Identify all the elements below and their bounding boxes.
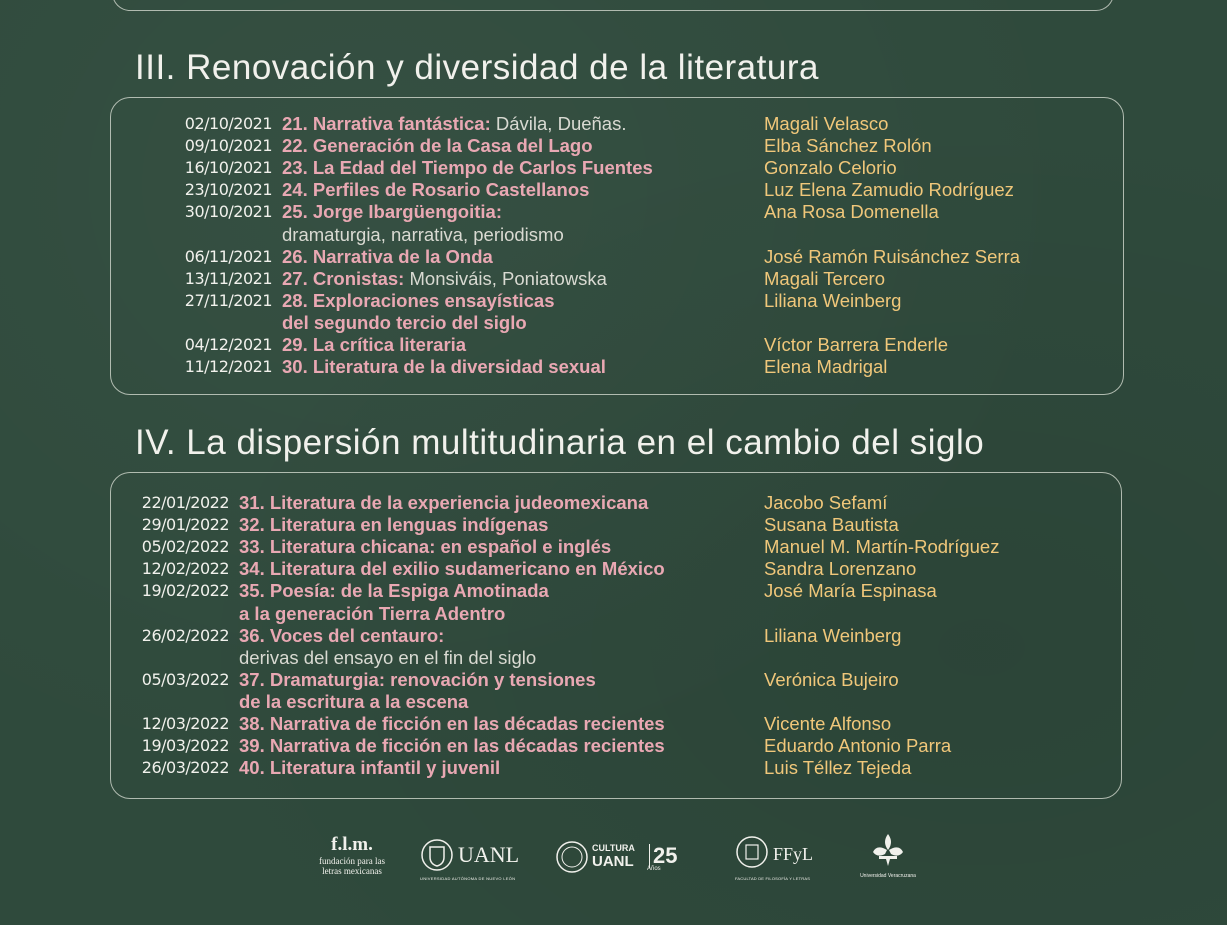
session-date: 12/02/2022 <box>141 559 229 579</box>
session-title: 31. Literatura de la experiencia judeomexicana <box>239 492 649 513</box>
session-title: 33. Literatura chicana: en español e inglés <box>239 536 612 558</box>
session-date: 27/11/2021 <box>184 290 272 310</box>
schedule-row <box>0 201 1227 223</box>
session-speaker: Elena Madrigal <box>764 356 888 378</box>
session-title-line <box>282 268 607 290</box>
session-title: 29. La crítica literaria <box>282 334 467 355</box>
session-date: 19/02/2022 <box>141 581 229 601</box>
session-title: 39. Narrativa de ficción en las décadas recientes <box>239 735 665 757</box>
session-title-continuation: derivas del ensayo en el fin del siglo <box>239 646 537 668</box>
session-speaker: Sandra Lorenzano <box>764 558 917 580</box>
uanl-shield-icon <box>420 838 454 872</box>
session-title-line <box>282 157 653 179</box>
session-date: 26/03/2022 <box>141 758 229 778</box>
session-speaker: Manuel M. Martín-Rodríguez <box>764 536 1000 558</box>
session-speaker: Luz Elena Zamudio Rodríguez <box>764 179 1014 201</box>
session-speaker: Jacobo Sefamí <box>764 492 888 513</box>
sponsor-logos: f.l.m. fundación para las letras mexicanas UANL UNIVERSIDAD AUTÓNOMA DE NUEVO LEÓN CULTURA UANL 25 Años FFyL FACULTAD DE FILOSOFÍA Y LETRAS Universidad Veracruzana <box>0 828 1227 898</box>
session-date: 19/03/2022 <box>141 736 229 756</box>
schedule-row <box>0 356 1227 378</box>
session-title-line <box>239 757 500 779</box>
session-title-line <box>239 492 648 514</box>
session-speaker: Liliana Weinberg <box>764 289 902 311</box>
session-speaker: Verónica Bujeiro <box>764 668 899 690</box>
schedule-row <box>0 580 1227 602</box>
session-date: 29/01/2022 <box>141 515 229 535</box>
session-title: 34. Literatura del exilio sudamericano en México <box>239 558 665 580</box>
session-date: 16/10/2021 <box>184 158 272 178</box>
session-title: 36. Voces del centauro: <box>239 624 445 646</box>
session-title-line <box>239 713 665 735</box>
session-date: 06/11/2021 <box>184 246 272 266</box>
section-title-iv: IV. La dispersión multitudinaria en el cambio del siglo <box>135 423 985 462</box>
session-title-line <box>282 135 593 157</box>
session-title-line <box>239 625 444 647</box>
schedule-row <box>0 113 1227 135</box>
session-title-line <box>282 356 606 378</box>
session-title-continuation: de la escritura a la escena <box>239 690 469 712</box>
session-speaker: Eduardo Antonio Parra <box>764 735 952 757</box>
schedule-row <box>0 691 1227 713</box>
schedule-row <box>0 492 1227 514</box>
previous-section-frame <box>112 0 1114 11</box>
session-speaker: Magali Tercero <box>764 267 885 289</box>
schedule-row <box>0 224 1227 246</box>
session-title-continuation: dramaturgia, narrativa, periodismo <box>282 223 564 245</box>
session-speaker: Víctor Barrera Enderle <box>764 334 949 355</box>
session-title: 27. Cronistas: <box>282 267 405 289</box>
session-title-line <box>239 735 665 757</box>
schedule-row <box>0 669 1227 691</box>
schedule-row <box>0 135 1227 157</box>
session-title: 37. Dramaturgia: renovación y tensiones <box>239 668 596 690</box>
session-title: 25. Jorge Ibargüengoitia: <box>282 201 502 223</box>
schedule-row <box>0 757 1227 779</box>
session-title-line <box>239 514 548 536</box>
session-title-line <box>239 536 611 558</box>
session-title-line <box>239 558 665 580</box>
session-title: 38. Narrativa de ficción en las décadas recientes <box>239 713 665 734</box>
session-title: 28. Exploraciones ensayísticas <box>282 289 555 311</box>
session-speaker: José Ramón Ruisánchez Serra <box>764 245 1021 267</box>
session-title: 40. Literatura infantil y juvenil <box>239 757 501 779</box>
session-date: 11/12/2021 <box>184 357 272 377</box>
session-date: 22/01/2022 <box>141 493 229 512</box>
schedule-row <box>0 558 1227 580</box>
session-date: 05/02/2022 <box>141 537 229 557</box>
schedule-row <box>0 157 1227 179</box>
uv-logo: Universidad Veracruzana <box>855 832 921 879</box>
section-title-iii: III. Renovación y diversidad de la literatura <box>135 48 819 87</box>
session-title-line <box>282 113 626 135</box>
schedule-row <box>0 647 1227 669</box>
flm-logo: f.l.m. fundación para las letras mexicanas <box>319 834 385 876</box>
session-authors: Dávila, Dueñas. <box>490 113 627 134</box>
session-date: 23/10/2021 <box>184 180 272 200</box>
session-speaker: Liliana Weinberg <box>764 624 902 646</box>
session-title: 21. Narrativa fantástica: <box>282 113 491 134</box>
schedule-row <box>0 312 1227 334</box>
session-title: 32. Literatura en lenguas indígenas <box>239 514 549 536</box>
session-title-line <box>239 669 596 691</box>
session-speaker: José María Espinasa <box>764 580 937 602</box>
session-title-line <box>282 179 589 201</box>
session-title: 30. Literatura de la diversidad sexual <box>282 356 606 378</box>
session-title-line <box>282 290 555 312</box>
session-date: 26/02/2022 <box>141 625 229 645</box>
session-authors: Monsiváis, Poniatowska <box>404 267 607 289</box>
schedule-row <box>0 246 1227 268</box>
session-title-continuation: a la generación Tierra Adentro <box>239 602 506 624</box>
session-date: 09/10/2021 <box>184 136 272 156</box>
session-title: 24. Perfiles de Rosario Castellanos <box>282 179 590 201</box>
session-title: 26. Narrativa de la Onda <box>282 245 493 267</box>
schedule-row <box>0 514 1227 536</box>
session-title-line <box>239 580 549 602</box>
session-title: 35. Poesía: de la Espiga Amotinada <box>239 580 549 602</box>
schedule-row <box>0 536 1227 558</box>
session-title-line <box>282 246 493 268</box>
session-date: 04/12/2021 <box>184 335 272 354</box>
session-speaker: Luis Téllez Tejeda <box>764 757 912 779</box>
ffyl-crest-icon <box>735 834 769 870</box>
session-speaker: Vicente Alfonso <box>764 713 892 734</box>
schedule-row <box>0 334 1227 356</box>
schedule-row <box>0 625 1227 647</box>
cultura-seal-icon <box>555 840 589 874</box>
session-title-line <box>282 334 466 356</box>
session-speaker: Susana Bautista <box>764 514 899 536</box>
session-date: 13/11/2021 <box>184 268 272 288</box>
session-speaker: Elba Sánchez Rolón <box>764 135 932 157</box>
cultura-divider <box>649 844 650 868</box>
schedule-row <box>0 290 1227 312</box>
session-date: 30/10/2021 <box>184 202 272 222</box>
session-speaker: Gonzalo Celorio <box>764 157 897 179</box>
session-title: 22. Generación de la Casa del Lago <box>282 135 593 157</box>
session-title-line <box>282 201 502 223</box>
session-title-continuation: del segundo tercio del siglo <box>282 311 527 333</box>
session-date: 05/03/2022 <box>141 669 229 689</box>
schedule-row <box>0 179 1227 201</box>
schedule-row <box>0 603 1227 625</box>
session-date: 02/10/2021 <box>184 114 272 133</box>
session-title: 23. La Edad del Tiempo de Carlos Fuentes <box>282 157 653 179</box>
session-date: 12/03/2022 <box>141 714 229 733</box>
schedule-row <box>0 735 1227 757</box>
schedule-row <box>0 713 1227 735</box>
schedule-row <box>0 268 1227 290</box>
fleur-de-lis-icon <box>869 832 907 868</box>
session-speaker: Ana Rosa Domenella <box>764 201 939 223</box>
session-speaker: Magali Velasco <box>764 113 889 134</box>
